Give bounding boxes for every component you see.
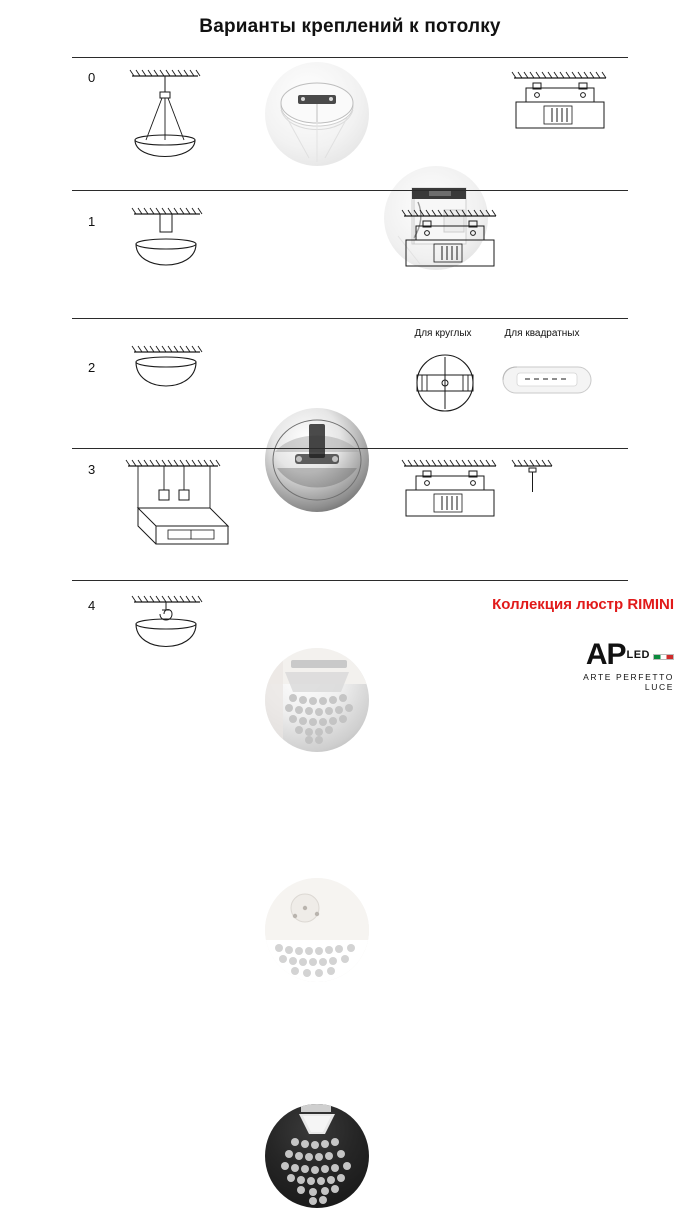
caption-for-square: Для квадратных — [504, 328, 580, 339]
row-divider-4 — [72, 580, 628, 581]
diagram-pendant-3 — [110, 452, 250, 562]
photo-canopy-round-0 — [265, 62, 369, 166]
diagram-pendant-4 — [110, 588, 220, 678]
photo-bracket-square-2 — [495, 345, 599, 415]
diagram-pendant-1 — [110, 200, 220, 300]
caption-for-round: Для круглых — [414, 328, 472, 339]
logo-tagline: ARTE PERFETTO LUCE — [583, 672, 674, 692]
diagram-mount-plate-0 — [500, 62, 620, 172]
italy-flag-icon — [653, 654, 674, 660]
row-index-2: 2 — [88, 360, 96, 375]
brand-logo — [554, 640, 674, 692]
diagram-pendant-0 — [110, 62, 220, 172]
row-index-0: 0 — [88, 70, 96, 85]
page-title: Варианты креплений к потолку — [199, 16, 501, 37]
diagram-screw-3 — [508, 450, 568, 520]
diagram-mount-plate-1 — [390, 200, 510, 310]
collection-label: Коллекция люстр RIMINI — [492, 596, 674, 613]
row-divider-1 — [72, 190, 628, 191]
row-index-1: 1 — [88, 214, 96, 229]
row-index-4: 4 — [88, 598, 96, 613]
logo-text-led: LED — [626, 648, 650, 661]
diagram-pendant-2 — [110, 338, 220, 428]
row-divider-2 — [72, 318, 628, 319]
diagram-bracket-round-2 — [400, 345, 490, 425]
row-divider-0 — [72, 57, 628, 58]
row-index-3: 3 — [88, 462, 96, 477]
photo-ceiling-base-3 — [265, 878, 369, 982]
diagram-mount-plate-3 — [390, 450, 510, 560]
row-divider-3 — [72, 448, 628, 449]
photo-crystal-fixture-2 — [265, 648, 369, 752]
photo-crystal-chandelier-4 — [265, 1104, 369, 1208]
photo-chrome-canopy-1 — [265, 408, 369, 512]
logo-text-ap: AP — [585, 638, 626, 671]
